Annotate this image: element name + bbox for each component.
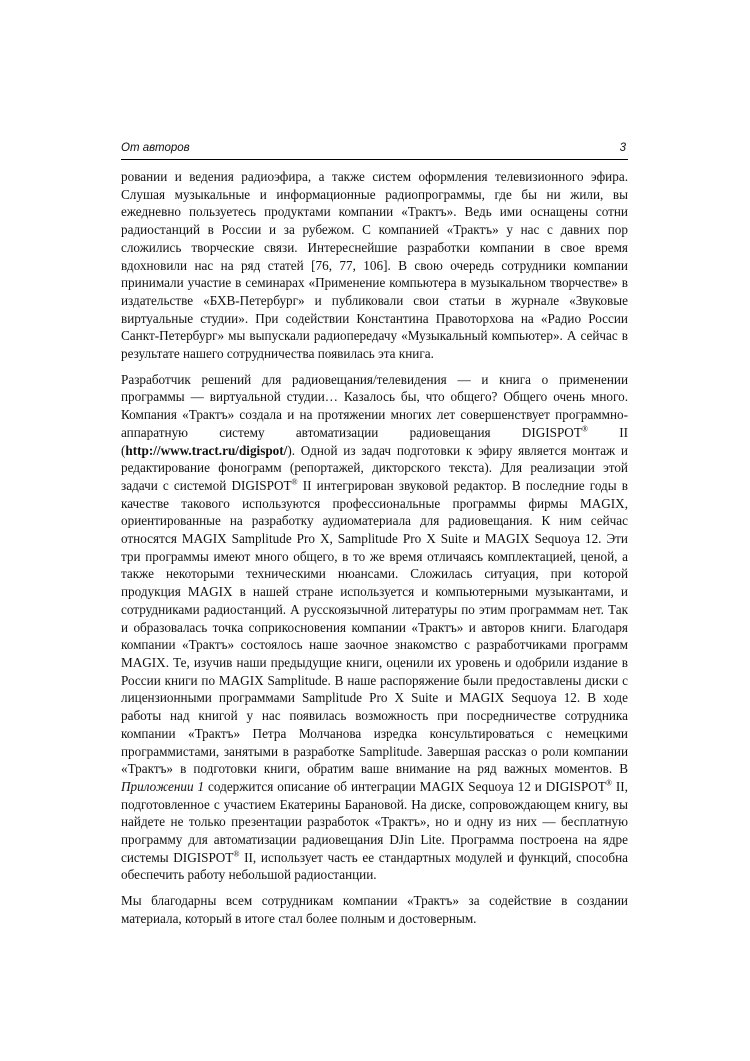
page-body — [121, 168, 628, 936]
paragraph-2-text: ). Одной из задач подготовки к эфиру является монтаж и редактирование фонограмм (репортажей, дикторского текста). Для реализации этой задачи с системой DIGISPOT — [121, 442, 628, 493]
paragraph-2-text: содержится описание об интеграции MAGIX Sequoya 12 и DIGISPOT — [204, 778, 606, 794]
paragraph-2 — [121, 371, 628, 884]
registered-mark: ® — [581, 424, 588, 434]
registered-mark: ® — [291, 477, 298, 487]
page-number: 3 — [619, 142, 626, 154]
paragraph-1: ровании и ведения радиоэфира, а также систем оформления телевизионного эфира. Слушая музыкальные и информационные радиопрограммы, где бы ни жили, вы ежедневно пользуетесь продуктами компании «Трактъ». Ведь ими оснащены сотни радиостанций в России и за рубежом. С компанией «Трактъ» у нас с давних пор сложились творческие связи. Интереснейшие разработки компании в свое время вдохновили нас на ряд статей [76, 77, 106]. В свою очередь сотрудники компании принимали участие в семинарах «Применение компьютера в музыкальном творчестве» в издательстве «БХВ-Петербург» и публиковали свои статьи в журнале «Звуковые виртуальные студии». При содействии Константина Правоторхова на «Радио России Санкт-Петербург» мы выпускали радиопередачу «Музыкальный компьютер». А сейчас в результате нашего сотрудничества появилась эта книга. — [121, 169, 628, 362]
registered-mark: ® — [605, 778, 612, 788]
paragraph-2-text: II интегрирован звуковой редактор. В последние годы в качестве такового используются профессиональные программы фирмы MAGIX, ориентированные на разработку аудиоматериала для радиовещания. К ним сейчас относятся MAGIX Samplitude Pro X, Samplitude Pro X Suite и MAGIX Sequoya 12. Эти три программы имеют много общего, в то же время отличаясь комплектацией, ценой, а также некоторыми техническими нюансами. Сложилась ситуация, при которой продукция MAGIX в нашей стране используется и компьютерными музыкантами, и сотрудниками радиостанций. А русскоязычной литературы по этим программам нет. Так и образовалась точка соприкосновения компании «Трактъ» и авторов книги. Благодаря компании «Трактъ» состоялось наше заочное знакомство с разработчиками программ MAGIX. Те, изучив наши предыдущие книги, оценили их уровень и одобрили издание в России книги по MAGIX Samplitude. В наше распоряжение были предоставлены диски с лицензионными программами Samplitude Pro X Suite и MAGIX Sequoya 12. В ходе работы над книгой у нас появилась возможность при посредничестве сотрудника компании «Трактъ» Петра Молчанова изредка консультироваться с немецкими программистами, занятыми в разработке Samplitude. Завершая рассказ о роли компании «Трактъ» в подготовки книги, обратим ваше внимание на ряд важных моментов. В — [121, 477, 628, 777]
running-header — [121, 142, 628, 160]
paragraph-2-text: II, подготовленное с участием Екатерины Барановой. На диске, сопровождающем книгу, вы найдете не только презентации разработок «Трактъ», но и одну из них — бесплатную программу для автоматизации радиовещания DJin Lite. Программа построена на ядре системы DIGISPOT — [121, 778, 628, 865]
digispot-url: http://www.tract.ru/digispot/ — [125, 442, 288, 458]
appendix-reference: Приложении 1 — [121, 778, 205, 794]
paragraph-3: Мы благодарны всем сотрудникам компании «Трактъ» за содействие в создании материала, который в итоге стал более полным и достоверным. — [121, 893, 628, 926]
paragraph-2-text: II ( — [121, 424, 628, 458]
section-title: От авторов — [121, 142, 190, 154]
paragraph-2-text: Разработчик решений для радиовещания/телевидения — и книга о применении программы — виртуальной студии… Казалось бы, что общего? Общего очень много. Компания «Трактъ» создала и на протяжении многих лет совершенствует программно-аппаратную систему автоматизации радиовещания DIGISPOT — [121, 371, 628, 440]
paragraph-2-text: II, использует часть ее стандартных модулей и функций, способна обеспечить работу небольшой радиостанции. — [121, 849, 628, 883]
registered-mark: ® — [233, 849, 240, 859]
